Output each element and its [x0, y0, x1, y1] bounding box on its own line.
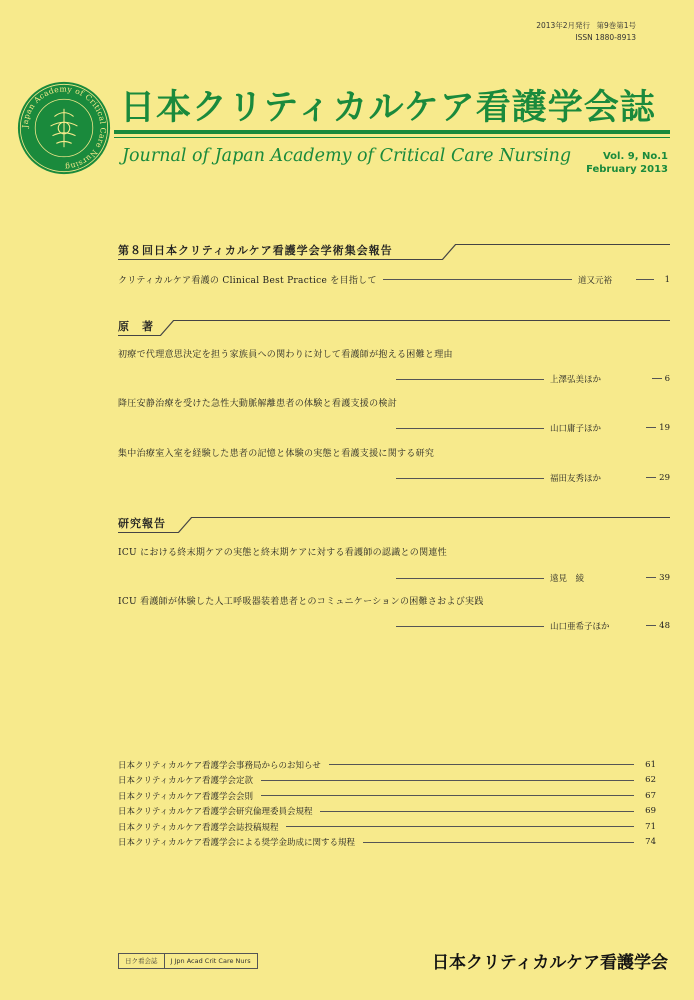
toc-entry[interactable] — [118, 594, 670, 634]
entry-page: 1 — [664, 274, 670, 285]
journal-abbreviations — [118, 953, 258, 969]
notice-item[interactable] — [118, 773, 656, 789]
abbr-ja: 日ク看会誌 — [118, 953, 165, 969]
academy-logo — [16, 80, 112, 176]
notice-title: 日本クリティカルケア看護学会研究倫理委員会規程 — [118, 807, 313, 818]
entry-author: 道又元裕 — [578, 275, 613, 286]
issue-date: 2013年2月発行 — [536, 21, 591, 30]
section-heading-original-articles — [118, 318, 670, 336]
entry-title: ICU 看護師が体験した人工呼吸器装着患者とのコミュニケーションの困難さおよび実践 — [118, 597, 484, 607]
notice-page: 61 — [645, 759, 656, 770]
heading-slash — [160, 320, 174, 336]
journal-title-en: Journal of Japan Academy of Critical Care Nursing — [122, 146, 572, 166]
notice-page: 62 — [645, 775, 656, 786]
issue-number: 第9巻第1号 — [596, 21, 636, 30]
entry-author: 遠見 綾 — [550, 574, 585, 584]
notice-item[interactable] — [118, 804, 656, 820]
entry-author: 上澤弘美ほか — [550, 375, 602, 385]
section-heading-label: 第８回日本クリティカルケア看護学会学術集会報告 — [118, 244, 393, 257]
notice-title: 日本クリティカルケア看護学会事務局からのお知らせ — [118, 760, 321, 771]
notice-item[interactable] — [118, 835, 656, 851]
toc-entry[interactable] — [118, 273, 670, 286]
notice-item[interactable] — [118, 788, 656, 804]
entry-title: ICU における終末期ケアの実態と終末期ケアに対する看護師の認識との関連性 — [118, 548, 447, 558]
entry-author: 山口亜希子ほか — [550, 622, 610, 632]
notice-title: 日本クリティカルケア看護学会誌投稿規程 — [118, 822, 279, 833]
journal-title-ja: 日本クリティカルケア看護学会誌 — [120, 88, 656, 128]
notices-list — [118, 757, 656, 850]
heading-slash — [178, 517, 192, 533]
toc-entry[interactable] — [118, 545, 670, 585]
section-heading-label: 原 著 — [118, 320, 154, 333]
toc-entry[interactable] — [118, 446, 670, 486]
notice-page: 67 — [645, 790, 656, 801]
notice-title: 日本クリティカルケア看護学会定款 — [118, 776, 253, 787]
entry-author: 福田友秀ほか — [550, 474, 602, 484]
entry-title: 降圧安静治療を受けた急性大動脈解離患者の体験と看護支援の検討 — [118, 399, 398, 409]
entry-page: 29 — [659, 473, 670, 483]
publication-info — [532, 20, 636, 44]
notice-title: 日本クリティカルケア看護学会による奨学金助成に関する規程 — [118, 838, 355, 849]
issn: ISSN 1880-8913 — [575, 33, 636, 42]
heading-slash — [442, 244, 456, 260]
notice-title: 日本クリティカルケア看護学会会則 — [118, 791, 253, 802]
notice-page: 69 — [645, 806, 656, 817]
organization-name: 日本クリティカルケア看護学会 — [432, 953, 668, 973]
volume-date: February 2013 — [586, 164, 668, 175]
toc-entry[interactable] — [118, 347, 670, 387]
entry-title: クリティカルケア看護の Clinical Best Practice を目指して — [118, 276, 377, 286]
entry-page: 6 — [664, 374, 670, 384]
section-heading-label: 研究報告 — [118, 517, 166, 530]
svg-text:Japan Academy of Critical Care: Japan Academy of Critical Care Nursing — [20, 84, 108, 172]
notice-page: 74 — [645, 837, 656, 848]
entry-page: 48 — [659, 621, 670, 631]
entry-author: 山口庸子ほか — [550, 424, 602, 434]
entry-page: 39 — [659, 573, 670, 583]
entry-title: 集中治療室入室を経験した患者の記憶と体験の実態と看護支援に関する研究 — [118, 449, 435, 459]
volume-number: Vol. 9, No.1 — [602, 151, 668, 162]
entry-page: 19 — [659, 423, 670, 433]
section-heading-research-reports — [118, 515, 670, 533]
toc-entry[interactable] — [118, 396, 670, 436]
notice-item[interactable] — [118, 819, 656, 835]
title-rule-thick — [114, 130, 670, 134]
entry-title: 初療で代理意思決定を担う家族員への関わりに対して看護師が抱える困難と理由 — [118, 350, 453, 360]
abbr-en: J Jpn Acad Crit Care Nurs — [165, 953, 258, 969]
title-rule-thin — [114, 137, 670, 138]
notice-item[interactable] — [118, 757, 656, 773]
volume-info — [586, 150, 668, 176]
notice-page: 71 — [645, 821, 656, 832]
section-heading-conference-report — [118, 242, 670, 260]
